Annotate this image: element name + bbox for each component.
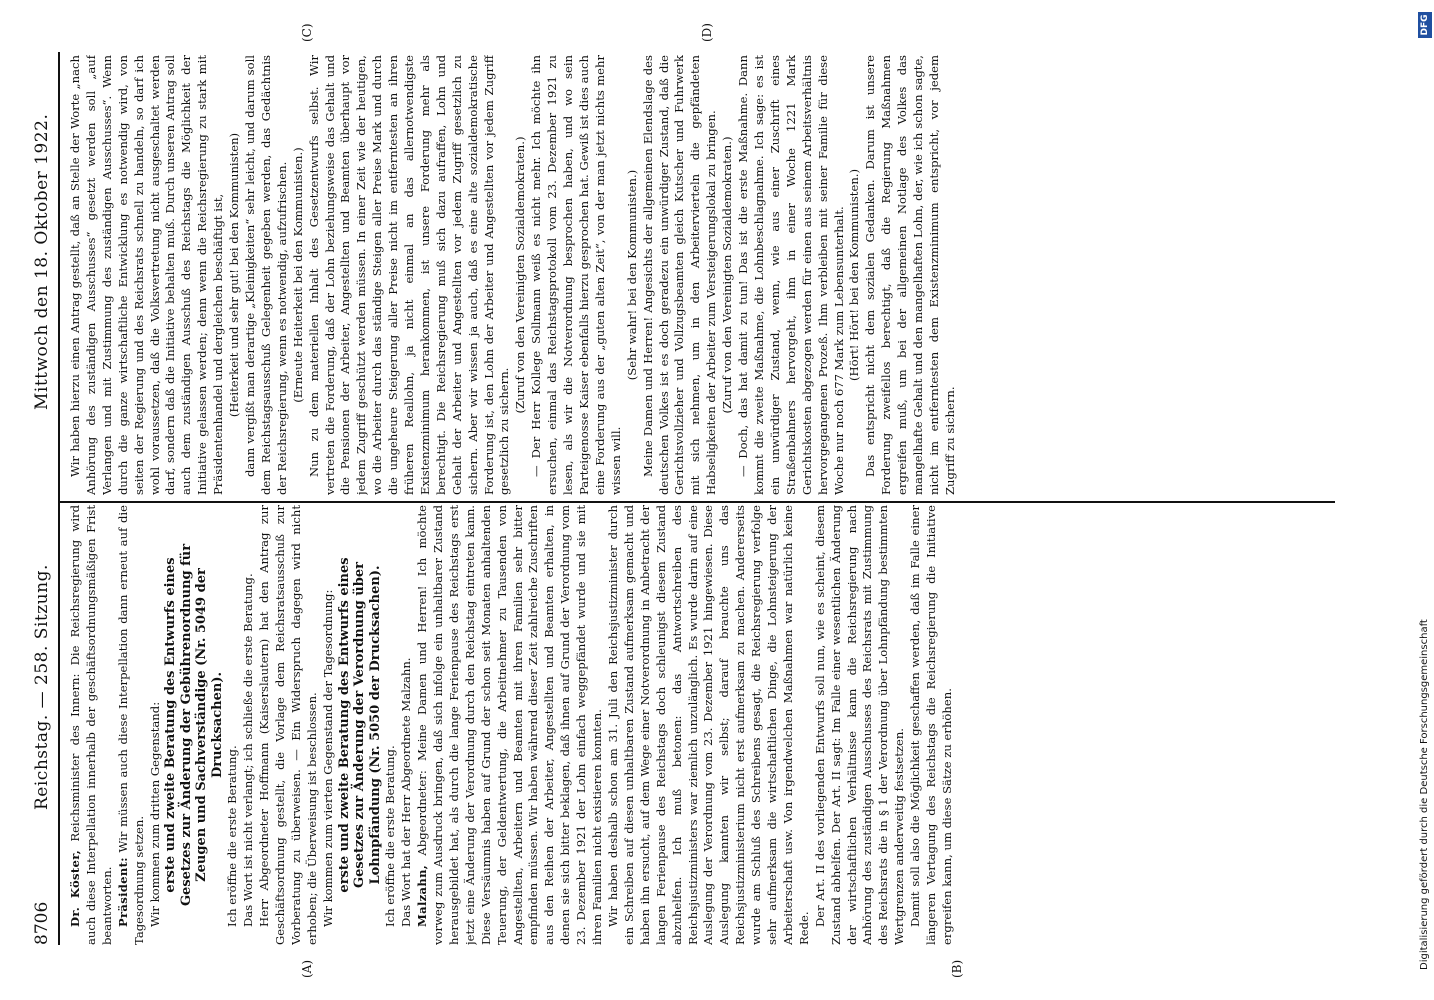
paragraph-text: Wir haben deshalb schon am 31. Juli den Reichsjustizminister durch ein Schreiben auf diesen unhaltbaren Zustand aufmerksam gemacht und haben ihn ersucht, auf dem Wege einer Notverordnung in Anbetracht der langen Ferienpause des Reichstags doch schleunigst diesem Zustand abzuhelfen. Ich muß betonen: das Antwortschreiben des Reichsjustizministers war ziemlich unzulänglich. Es wurde darin auf eine Auslegung der Verordnung vom 23. Dezember 1921 hingewiesen. Diese Auslegung kannten wir selbst; darauf brauchte uns das Reichsjustizministerium nicht erst aufmerksam zu machen. Andererseits wurde am Schluß des Schreibens gesagt, die Reichsregierung verfolge sehr aufmerksam die wirtschaftlichen Dinge, die Lohnsteigerung der Arbeiterschaft usw. Von irgendwelchen Maßnahmen war natürlich keine Rede. [605,505,811,945]
stage-direction: (Erneute Heiterkeit bei den Kommunisten.) [290,147,305,403]
stage-direction: (Heiterkeit und sehr gut! bei den Kommunisten) [227,132,242,418]
paragraph-text: Der Art. II des vorliegenden Entwurfs soll nun, wie es scheint, diesem Zustand abhelfen. Der Art. II sagt: Im Falle einer wesentlichen Änderung der wirtschaftlichen Verhältnisse kann die Reichsregierung nach Anhörung des zuständigen Ausschusses des Reichsrats mit Zustimmung des Reichsrats die in § 1 der Verordnung über Lohnpfändung bestimmten Wertgrenzen anderweitig festsetzen. [812,505,907,945]
paragraph [383,505,399,945]
paragraph-text: Abgeordneter: Meine Damen und Herren! Ich möchte vorweg zum Ausdruck bringen, daß sich infolge ein unhaltbarer Zustand herausgebildet hat, als durch die lange Ferienpause des Reichstags erst jetzt eine Änderung der Verordnung durch den Reichstag eintreten kann. Diese Versäumnis haben auf Grund der schon seit Monaten anhaltenden Teuerung, der Geldentwertung, die Arbeitnehmer zu Tausenden von Angestellten, Arbeitern und Beamten mit ihren Familien sehr bitter empfinden müssen. Wir haben während dieser Zeit zahlreiche Zuschriften aus den Reihen der Arbeiter, Angestellten und Beamten erhalten, in denen sie sich bitter beklagen, daß ihnen auf Grund der Verordnung vom 23. Dezember 1921 der Lohn einfach weggepfändet wurde und sie mit ihren Familien nicht existieren konnten. [415,505,605,945]
paragraph [68,55,227,495]
paragraph [148,505,164,945]
digitization-notice [1418,0,1432,1000]
paragraph-text: dann vergißt man derartige „Kleinigkeiten“ sehr leicht, und darum soll dem Reichstagsausschuß Gelegenheit gegeben werden, das Gedächtnis der Reichsregierung, wenn es notwendig, aufzufrischen. [242,55,289,495]
paragraph [863,55,958,495]
paragraph-text: Wir kommen zum dritten Gegenstand: [147,701,162,927]
paragraph [241,505,257,945]
paragraph-text: Ich eröffne die erste Beratung. [225,745,240,927]
margin-marker-c: (C) [300,23,314,42]
paragraph [415,505,606,945]
stage-direction: (Zuruf von den Vereinigten Sozialdemokraten.) [513,136,528,414]
paragraph-text: — Der Herr Kollege Sollmann weiß es nicht mehr. Ich möchte ihn ersuchen, einmal das Reichstagsprotokoll vom 23. Dezember 1921 zu lesen, als wir die Notverordnung besprochen haben, und wo sein Parteigenosse Kaiser ebenfalls hierzu gesprochen hat. Gewiß ist dies auch eine Forderung aus der „guten alten Zeit“, von der man jetzt nichts mehr wissen will. [529,55,623,495]
paragraph [68,505,116,945]
margin-marker-d: (D) [700,23,714,42]
paragraph [257,505,321,945]
paragraph [908,505,956,945]
dfg-logo: DFG [1418,12,1432,38]
paragraph [307,55,514,495]
stage-direction: (Sehr wahr! bei den Kommunisten.) [624,169,639,381]
paragraph-text: Herr Abgeordneter Hoffmann (Kaiserslautern) hat den Antrag zur Geschäftsordnung gestellt, die Vorlage dem Reichsratsausschuß zur Vorberatung zu überweisen. — Ein Widerspruch dagegen wird nicht erhoben; die Überweisung ist beschlossen. [257,505,319,945]
page-number: 8706 [32,901,52,945]
paragraph [225,505,241,945]
speaker-name: Präsident: [115,857,130,927]
paragraph-text: Meine Damen und Herren! Angesichts der allgemeinen Elendslage des deutschen Volkes ist es doch geradezu ein unwürdiger Zustand, daß die Gerichtsvollzieher und Vollzugsbeamten gleich Kutscher und Fuhrwerk mit sich nehmen, um in den Arbeitervierteln die gepfändeten Habseligkeiten der Arbeiter zum Versteigerungslokal zu bringen. [640,55,719,495]
paragraph [529,55,624,495]
paragraph-text: Nun zu dem materiellen Inhalt des Gesetzentwurfs selbst. Wir vertreten die Forderung, daß der Lohn beziehungsweise das Gehalt und die Pensionen der Arbeiter, Angestellten und Beamten überhaupt vor jedem Zugriff geschützt werden müssen. In einer Zeit wie der heutigen, wo die Arbeiter durch das ständige Steigen aller Preise Mark und durch die ungeheure Steigerung aller Preise nicht im entferntesten an ihren früheren Reallohn, ja nicht einmal an das allernotwendigste Existenzminimum herankommen, ist unsere Forderung mehr als berechtigt. Die Reichsregierung muß sich dazu aufraffen, Lohn und Gehalt der Arbeiter und Angestellten vor jedem Zugriff gesetzlich zu sichern. Aber wir wissen ja auch, daß es eine alte sozialdemokratische Forderung ist, den Lohn der Arbeiter und Angestellten vor jedem Zugriff gesetzlich zu sichern. [306,55,512,495]
margin-marker-a: (A) [300,959,314,978]
paragraph [813,505,908,945]
speaker-name: Malzahn, [415,864,430,927]
paragraph-text: Wir haben hierzu einen Antrag gestellt, daß an Stelle der Worte „nach Anhörung des zuständigen Ausschusses“ gesetzt werden soll „auf Verlangen und mit Zustimmung des zuständigen Ausschusses“. Wenn durch die ganze wirtschaftliche Entwicklung es notwendig wird, von seiten der Regierung und des Reichsrats schnell zu handeln, so darf ich wohl voraussetzen, daß die Volksvertretung nicht ausgeschaltet werden darf, sondern daß die Initiative behalten muß. Durch unseren Antrag soll auch dem zuständigen Ausschuß des Reichstags die Möglichkeit der Initiative gelassen werden; denn wenn die Reichsregierung zu stark mit Präsidentenhandel und dergleichen beschäftigt ist, [68,55,226,495]
paragraph-text: Das entspricht nicht dem sozialen Gedanken. Darum ist unsere Forderung zweifellos berechtigt, daß die Regierung Maßnahmen ergreifen muß, um bei der allgemeinen Notlage des Volkes das mangelhafte Gehalt und den mangelhaften Lohn, der, wie ich schon sagte, nicht im entferntesten dem Existenzminimum entspricht, vor jedem Zugriff zu sichern. [863,55,957,495]
page-header [30,52,60,945]
paragraph [736,55,847,495]
header-right-title: Mittwoch den 18. Oktober 1922. [32,113,52,410]
paragraph [606,505,813,945]
paragraph-text: Reichsminister des Innern: Die Reichsregierung wird auch diese Interpellation innerhalb der geschäftsordnungsmäßigen Frist beantworten. [68,505,114,945]
margin-marker-b: (B) [950,959,964,978]
paragraph-text: Ich eröffne die erste Beratung. [383,745,398,927]
paragraph [399,505,415,945]
paragraph-text: Das Wort ist nicht verlangt; ich schließe die erste Beratung. [241,573,256,927]
paragraph [116,505,148,945]
speaker-name: Dr. Köster, [68,849,82,927]
paragraph-text: Das Wort hat der Herr Abgeordnete Malzahn. [399,657,414,927]
right-text-column [68,55,1333,495]
paragraph [641,55,721,495]
header-left-title: Reichstag. — 258. Sitzung. [32,564,52,810]
paragraph-text: — Doch, das hat damit zu tun! Das ist die erste Maßnahme. Dann kommt die zweite Maßnahme, die Lohnbeschlagnahme. Ich sage: es ist ein unwürdiger Zustand, wenn, wie aus einer Zuschrift eines Straßenbahners hervorgeht, ihm in einer Woche 1221 Mark Gerichtskosten abgezogen werden für einen aus seinem Arbeitsverhältnis hervorgegangenen Prozeß. Ihm verbleiben mit seiner Familie für diese Woche nur noch 677 Mark zum Lebensunterhalt. [736,55,846,495]
paragraph-text: Wir müssen auch diese Interpellation dann erneut auf die Tagesordnung setzen. [115,505,146,945]
agenda-item: erste und zweite Beratung des Entwurfs eines Gesetzes zur Änderung der Gebührenordnung für Zeugen und Sachverständige (Nr. 5049 der Drucksachen). [163,543,225,907]
stage-direction: (Hört! Hört! bei den Kommunisten.) [847,169,862,382]
left-text-column [68,505,1333,945]
column-divider [60,501,1335,503]
paragraph-text: Wir kommen zum vierten Gegenstand der Tagesordnung: [320,589,335,927]
agenda-item: erste und zweite Beratung des Entwurfs eines Gesetzes zur Änderung der Verordnung über Lohnpfändung (Nr. 5050 der Drucksachen). [336,557,383,893]
stage-direction: (Zuruf von den Vereinigten Sozialdemokraten.) [720,136,735,414]
notice-text: Digitalisierung gefördert durch die Deutsche Forschungsgemeinschaft [1419,619,1430,970]
paragraph [321,505,337,945]
paragraph-text: Damit soll also die Möglichkeit geschaffen werden, daß im Falle einer längeren Vertagung des Reichstags die Reichsregierung die Initiative ergreifen kann, um diese Sätze zu erhöhen. [908,505,954,945]
paragraph [243,55,291,495]
